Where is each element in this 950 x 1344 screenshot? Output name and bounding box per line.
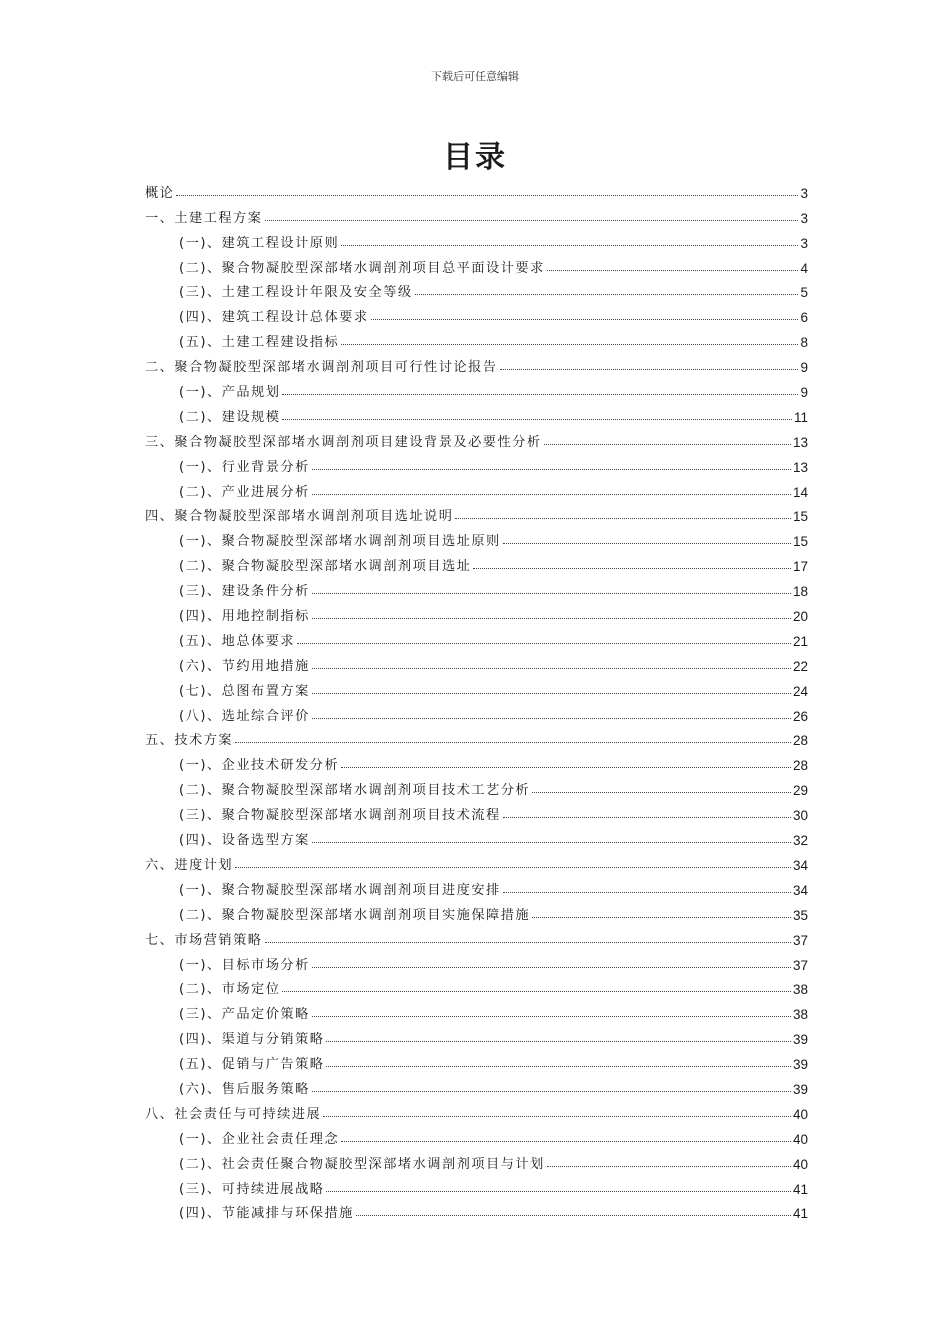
toc-entry-label: 五、技术方案 [145, 733, 234, 749]
toc-entry-label: (五)、土建工程建设指标 [179, 335, 340, 351]
toc-leader-dots [312, 1090, 791, 1092]
toc-entry[interactable] [145, 948, 808, 973]
toc-leader-dots [235, 866, 791, 868]
toc-entry-label: (三)、土建工程设计年限及安全等级 [179, 285, 413, 301]
toc-entry-page: 38 [792, 982, 808, 998]
toc-entry-page: 21 [792, 633, 808, 649]
toc-entry-page: 29 [792, 783, 808, 799]
toc-leader-dots [415, 293, 799, 295]
toc-entry-page: 26 [792, 708, 808, 724]
toc-entry[interactable] [145, 1022, 808, 1047]
toc-entry-label: (四)、设备选型方案 [179, 833, 310, 849]
toc-entry[interactable] [145, 1172, 808, 1197]
toc-entry[interactable] [145, 176, 808, 201]
toc-entry[interactable] [145, 748, 808, 773]
toc-leader-dots [503, 542, 791, 544]
toc-entry[interactable] [145, 1047, 808, 1072]
toc-entry-page: 22 [792, 658, 808, 674]
toc-entry[interactable] [145, 848, 808, 873]
toc-entry-label: (三)、可持续进展战略 [179, 1181, 325, 1197]
toc-leader-dots [341, 244, 798, 246]
toc-entry[interactable] [145, 325, 808, 350]
toc-entry-label: (四)、渠道与分销策略 [179, 1032, 325, 1048]
toc-entry[interactable] [145, 350, 808, 375]
toc-entry-label: (一)、企业技术研发分析 [179, 758, 340, 774]
toc-entry-label: (七)、总图布置方案 [179, 683, 310, 699]
toc-entry-label: (八)、选址综合评价 [179, 708, 310, 724]
toc-leader-dots [503, 816, 791, 818]
toc-entry-page: 39 [792, 1081, 808, 1097]
toc-leader-dots [547, 269, 799, 271]
toc-leader-dots [312, 966, 791, 968]
toc-entry[interactable] [145, 276, 808, 301]
toc-entry[interactable] [145, 1072, 808, 1097]
toc-entry[interactable] [145, 674, 808, 699]
toc-entry[interactable] [145, 1197, 808, 1222]
toc-entry[interactable] [145, 251, 808, 276]
toc-leader-dots [312, 617, 791, 619]
toc-entry-page: 40 [792, 1156, 808, 1172]
toc-entry-page: 39 [792, 1057, 808, 1073]
toc-entry-page: 20 [792, 609, 808, 625]
toc-entry-page: 9 [800, 360, 808, 376]
toc-leader-dots [312, 592, 791, 594]
toc-entry-label: (四)、节能减排与环保措施 [179, 1206, 354, 1222]
toc-leader-dots [455, 517, 791, 519]
toc-leader-dots [312, 841, 791, 843]
toc-entry[interactable] [145, 724, 808, 749]
toc-entry[interactable] [145, 997, 808, 1022]
toc-leader-dots [532, 916, 791, 918]
toc-leader-dots [297, 642, 791, 644]
toc-entry-page: 4 [800, 260, 808, 276]
toc-leader-dots [265, 941, 791, 943]
toc-leader-dots [265, 219, 799, 221]
toc-entry[interactable] [145, 898, 808, 923]
toc-entry-label: (二)、聚合物凝胶型深部堵水调剖剂项目总平面设计要求 [179, 260, 545, 276]
toc-leader-dots [503, 891, 791, 893]
toc-entry-label: (二)、聚合物凝胶型深部堵水调剖剂项目实施保障措施 [179, 907, 531, 923]
toc-leader-dots [532, 791, 791, 793]
toc-entry[interactable] [145, 873, 808, 898]
toc-entry-label: (五)、促销与广告策略 [179, 1057, 325, 1073]
toc-entry-page: 28 [792, 733, 808, 749]
toc-leader-dots [312, 493, 791, 495]
toc-entry[interactable] [145, 400, 808, 425]
toc-entry-label: (六)、售后服务策略 [179, 1081, 310, 1097]
toc-entry-label: (二)、市场定位 [179, 982, 281, 998]
toc-entry[interactable] [145, 973, 808, 998]
toc-entry-label: (一)、聚合物凝胶型深部堵水调剖剂项目进度安排 [179, 882, 501, 898]
toc-entry-label: 概论 [145, 185, 175, 201]
toc-entry-page: 28 [792, 758, 808, 774]
toc-entry-page: 9 [800, 385, 808, 401]
toc-entry-label: 二、聚合物凝胶型深部堵水调剖剂项目可行性讨论报告 [145, 360, 498, 376]
toc-entry[interactable] [145, 425, 808, 450]
toc-leader-dots [326, 1040, 790, 1042]
toc-entry-page: 41 [792, 1206, 808, 1222]
toc-entry-label: 一、土建工程方案 [145, 210, 263, 226]
toc-entry-label: 四、聚合物凝胶型深部堵水调剖剂项目选址说明 [145, 509, 454, 525]
toc-entry[interactable] [145, 624, 808, 649]
toc-entry-page: 15 [792, 509, 808, 525]
toc-entry-page: 32 [792, 833, 808, 849]
toc-entry-page: 37 [792, 957, 808, 973]
toc-leader-dots [356, 1214, 791, 1216]
toc-entry-page: 34 [792, 882, 808, 898]
toc-entry-page: 3 [800, 185, 808, 201]
toc-entry-page: 17 [792, 559, 808, 575]
toc-entry-page: 38 [792, 1007, 808, 1023]
toc-leader-dots [500, 368, 799, 370]
toc-leader-dots [282, 393, 798, 395]
toc-entry-page: 6 [800, 310, 808, 326]
toc-entry-page: 41 [792, 1181, 808, 1197]
toc-entry[interactable] [145, 226, 808, 251]
toc-leader-dots [282, 990, 791, 992]
toc-leader-dots [341, 343, 798, 345]
toc-entry-page: 13 [792, 459, 808, 475]
toc-entry-page: 3 [800, 210, 808, 226]
toc-entry[interactable] [145, 450, 808, 475]
toc-leader-dots [547, 1165, 791, 1167]
toc-leader-dots [326, 1190, 790, 1192]
toc-entry-label: (三)、建设条件分析 [179, 584, 310, 600]
toc-entry-page: 15 [792, 534, 808, 550]
toc-leader-dots [326, 1065, 790, 1067]
toc-entry-label: (一)、建筑工程设计原则 [179, 235, 340, 251]
toc-entry-page: 30 [792, 808, 808, 824]
toc-leader-dots [473, 567, 791, 569]
toc-entry-page: 8 [800, 335, 808, 351]
toc-entry-page: 24 [792, 683, 808, 699]
toc-entry-page: 5 [800, 285, 808, 301]
toc-entry-label: (一)、产品规划 [179, 385, 281, 401]
toc-entry-label: (五)、地总体要求 [179, 633, 296, 649]
toc-entry[interactable] [145, 574, 808, 599]
toc-entry[interactable] [145, 475, 808, 500]
toc-leader-dots [323, 1115, 791, 1117]
table-of-contents [145, 176, 808, 1221]
toc-entry-page: 18 [792, 584, 808, 600]
toc-entry[interactable] [145, 375, 808, 400]
toc-entry-page: 40 [792, 1106, 808, 1122]
toc-entry-label: 七、市场营销策略 [145, 932, 263, 948]
toc-entry-label: (二)、产业进展分析 [179, 484, 310, 500]
toc-leader-dots [371, 318, 799, 320]
toc-entry-label: (三)、聚合物凝胶型深部堵水调剖剂项目技术流程 [179, 808, 501, 824]
toc-leader-dots [544, 443, 791, 445]
toc-entry-label: (一)、企业社会责任理念 [179, 1131, 340, 1147]
toc-entry-label: 八、社会责任与可持续进展 [145, 1106, 322, 1122]
toc-entry-page: 14 [792, 484, 808, 500]
toc-entry-page: 37 [792, 932, 808, 948]
toc-leader-dots [312, 468, 791, 470]
toc-entry-label: (一)、目标市场分析 [179, 957, 310, 973]
toc-entry[interactable] [145, 699, 808, 724]
toc-leader-dots [312, 667, 791, 669]
toc-entry-page: 3 [800, 235, 808, 251]
toc-leader-dots [282, 418, 792, 420]
toc-entry[interactable] [145, 1097, 808, 1122]
toc-title: 目录 [443, 140, 507, 175]
toc-entry-label: (四)、建筑工程设计总体要求 [179, 310, 369, 326]
toc-entry[interactable] [145, 599, 808, 624]
toc-leader-dots [341, 766, 791, 768]
toc-entry-page: 13 [792, 434, 808, 450]
toc-leader-dots [312, 717, 791, 719]
toc-entry-page: 34 [792, 857, 808, 873]
toc-entry[interactable] [145, 549, 808, 574]
toc-entry[interactable] [145, 773, 808, 798]
toc-leader-dots [312, 692, 791, 694]
toc-entry-page: 39 [792, 1032, 808, 1048]
toc-entry[interactable] [145, 300, 808, 325]
toc-leader-dots [235, 741, 791, 743]
toc-entry[interactable] [145, 923, 808, 948]
toc-entry-label: (二)、聚合物凝胶型深部堵水调剖剂项目选址 [179, 559, 472, 575]
toc-entry-label: (四)、用地控制指标 [179, 609, 310, 625]
toc-entry-label: (一)、行业背景分析 [179, 459, 310, 475]
toc-entry-page: 35 [792, 907, 808, 923]
toc-entry-page: 40 [792, 1131, 808, 1147]
toc-entry-label: 六、进度计划 [145, 857, 234, 873]
toc-entry[interactable] [145, 524, 808, 549]
toc-entry[interactable] [145, 649, 808, 674]
toc-leader-dots [312, 1015, 791, 1017]
toc-leader-dots [341, 1140, 791, 1142]
toc-entry[interactable] [145, 1122, 808, 1147]
toc-entry-page: 11 [793, 409, 808, 425]
toc-entry[interactable] [145, 823, 808, 848]
toc-entry[interactable] [145, 500, 808, 525]
page-header: 下载后可任意编辑 [431, 70, 519, 83]
toc-entry-label: (二)、建设规模 [179, 409, 281, 425]
toc-entry[interactable] [145, 798, 808, 823]
toc-entry[interactable] [145, 1147, 808, 1172]
toc-entry-label: (六)、节约用地措施 [179, 658, 310, 674]
toc-entry[interactable] [145, 201, 808, 226]
toc-entry-label: (一)、聚合物凝胶型深部堵水调剖剂项目选址原则 [179, 534, 501, 550]
toc-entry-label: (二)、聚合物凝胶型深部堵水调剖剂项目技术工艺分析 [179, 783, 531, 799]
toc-entry-label: 三、聚合物凝胶型深部堵水调剖剂项目建设背景及必要性分析 [145, 434, 542, 450]
toc-leader-dots [176, 194, 798, 196]
toc-entry-label: (二)、社会责任聚合物凝胶型深部堵水调剖剂项目与计划 [179, 1156, 545, 1172]
toc-entry-label: (三)、产品定价策略 [179, 1007, 310, 1023]
